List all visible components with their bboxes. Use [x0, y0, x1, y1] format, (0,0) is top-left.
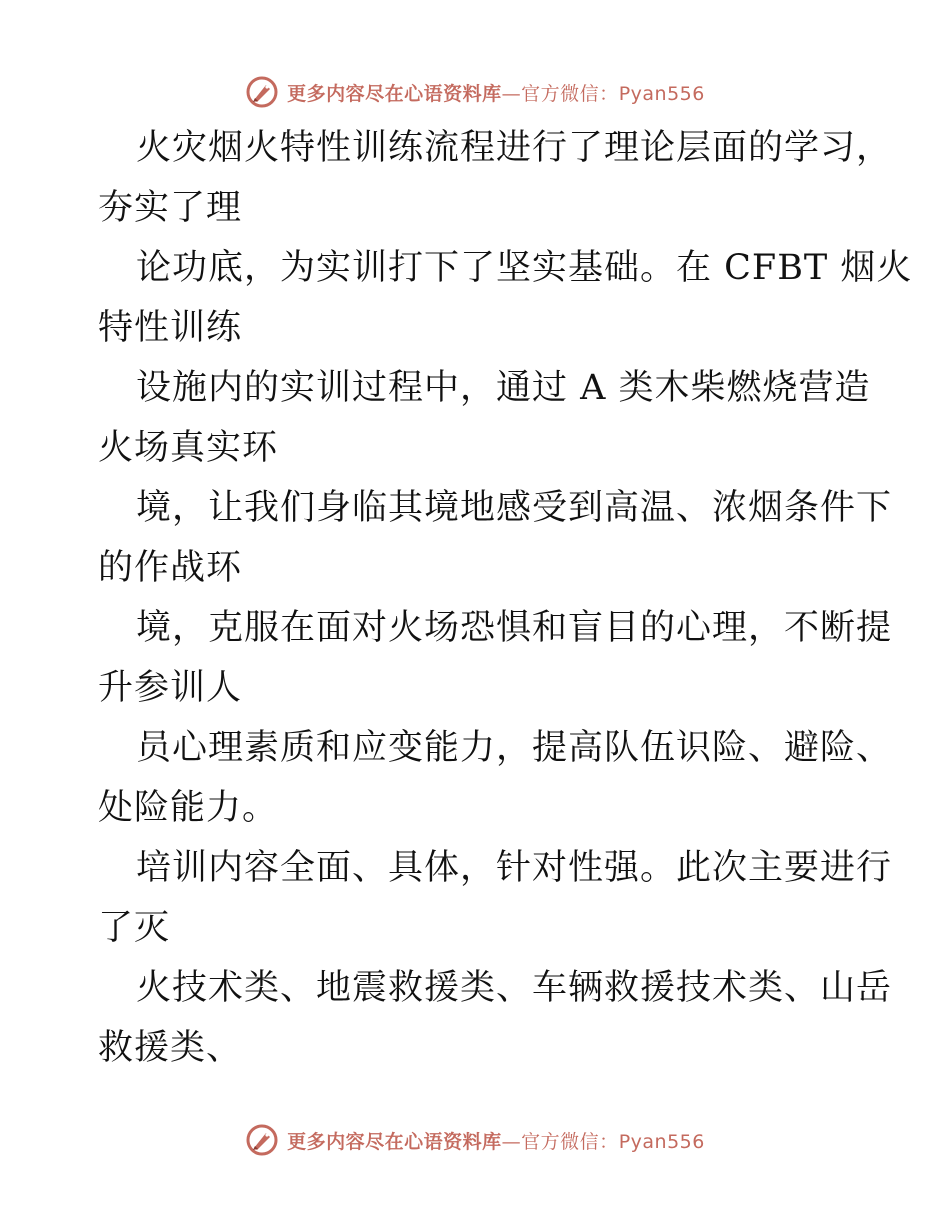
paragraph — [98, 598, 893, 718]
text-line: 夯实了理 — [98, 188, 243, 228]
banner-separator: — — [501, 82, 522, 105]
banner-wechat-id: Pyan556 — [618, 82, 705, 105]
header-banner — [0, 70, 950, 114]
text-line: 升参训人 — [98, 668, 243, 708]
text-line: 的作战环 — [98, 548, 243, 588]
text-line: 员心理素质和应变能力，提高队伍识险、避险、 — [136, 728, 893, 768]
paragraph — [98, 358, 871, 478]
banner-wechat-label: 官方微信： — [521, 1130, 619, 1153]
text-line: 设施内的实训过程中，通过 A 类木柴燃烧营造 — [136, 368, 871, 408]
banner-site-text: 更多内容尽在心语资料库 — [287, 1130, 502, 1153]
document-body — [98, 118, 913, 1078]
text-line: 处险能力。 — [98, 788, 279, 828]
pen-nib-logo-icon — [245, 1123, 279, 1157]
text-line: 火灾烟火特性训练流程进行了理论层面的学习， — [136, 128, 893, 168]
text-line: 特性训练 — [98, 308, 243, 348]
paragraph — [98, 838, 893, 958]
text-line: 境，让我们身临其境地感受到高温、浓烟条件下 — [136, 488, 893, 528]
footer-banner — [0, 1118, 950, 1162]
banner-wechat-label: 官方微信： — [521, 82, 619, 105]
pen-nib-logo-icon — [245, 75, 279, 109]
text-line: 培训内容全面、具体，针对性强。此次主要进行 — [136, 848, 893, 888]
text-line: 火场真实环 — [98, 428, 279, 468]
text-line: 境，克服在面对火场恐惧和盲目的心理，不断提 — [136, 608, 893, 648]
paragraph — [98, 478, 893, 598]
text-line: 救援类、 — [98, 1028, 243, 1068]
banner-site-text: 更多内容尽在心语资料库 — [287, 82, 502, 105]
paragraph — [98, 718, 893, 838]
paragraph — [98, 118, 893, 238]
banner-text — [287, 1127, 705, 1154]
text-line: 论功底，为实训打下了坚实基础。在 CFBT 烟火 — [136, 248, 913, 288]
text-line: 了灭 — [98, 908, 171, 948]
banner-separator: — — [501, 1130, 522, 1153]
text-line: 火技术类、地震救援类、车辆救援技术类、山岳 — [136, 968, 893, 1008]
banner-wechat-id: Pyan556 — [618, 1130, 705, 1153]
paragraph — [98, 238, 913, 358]
paragraph — [98, 958, 893, 1078]
banner-text — [287, 79, 705, 106]
